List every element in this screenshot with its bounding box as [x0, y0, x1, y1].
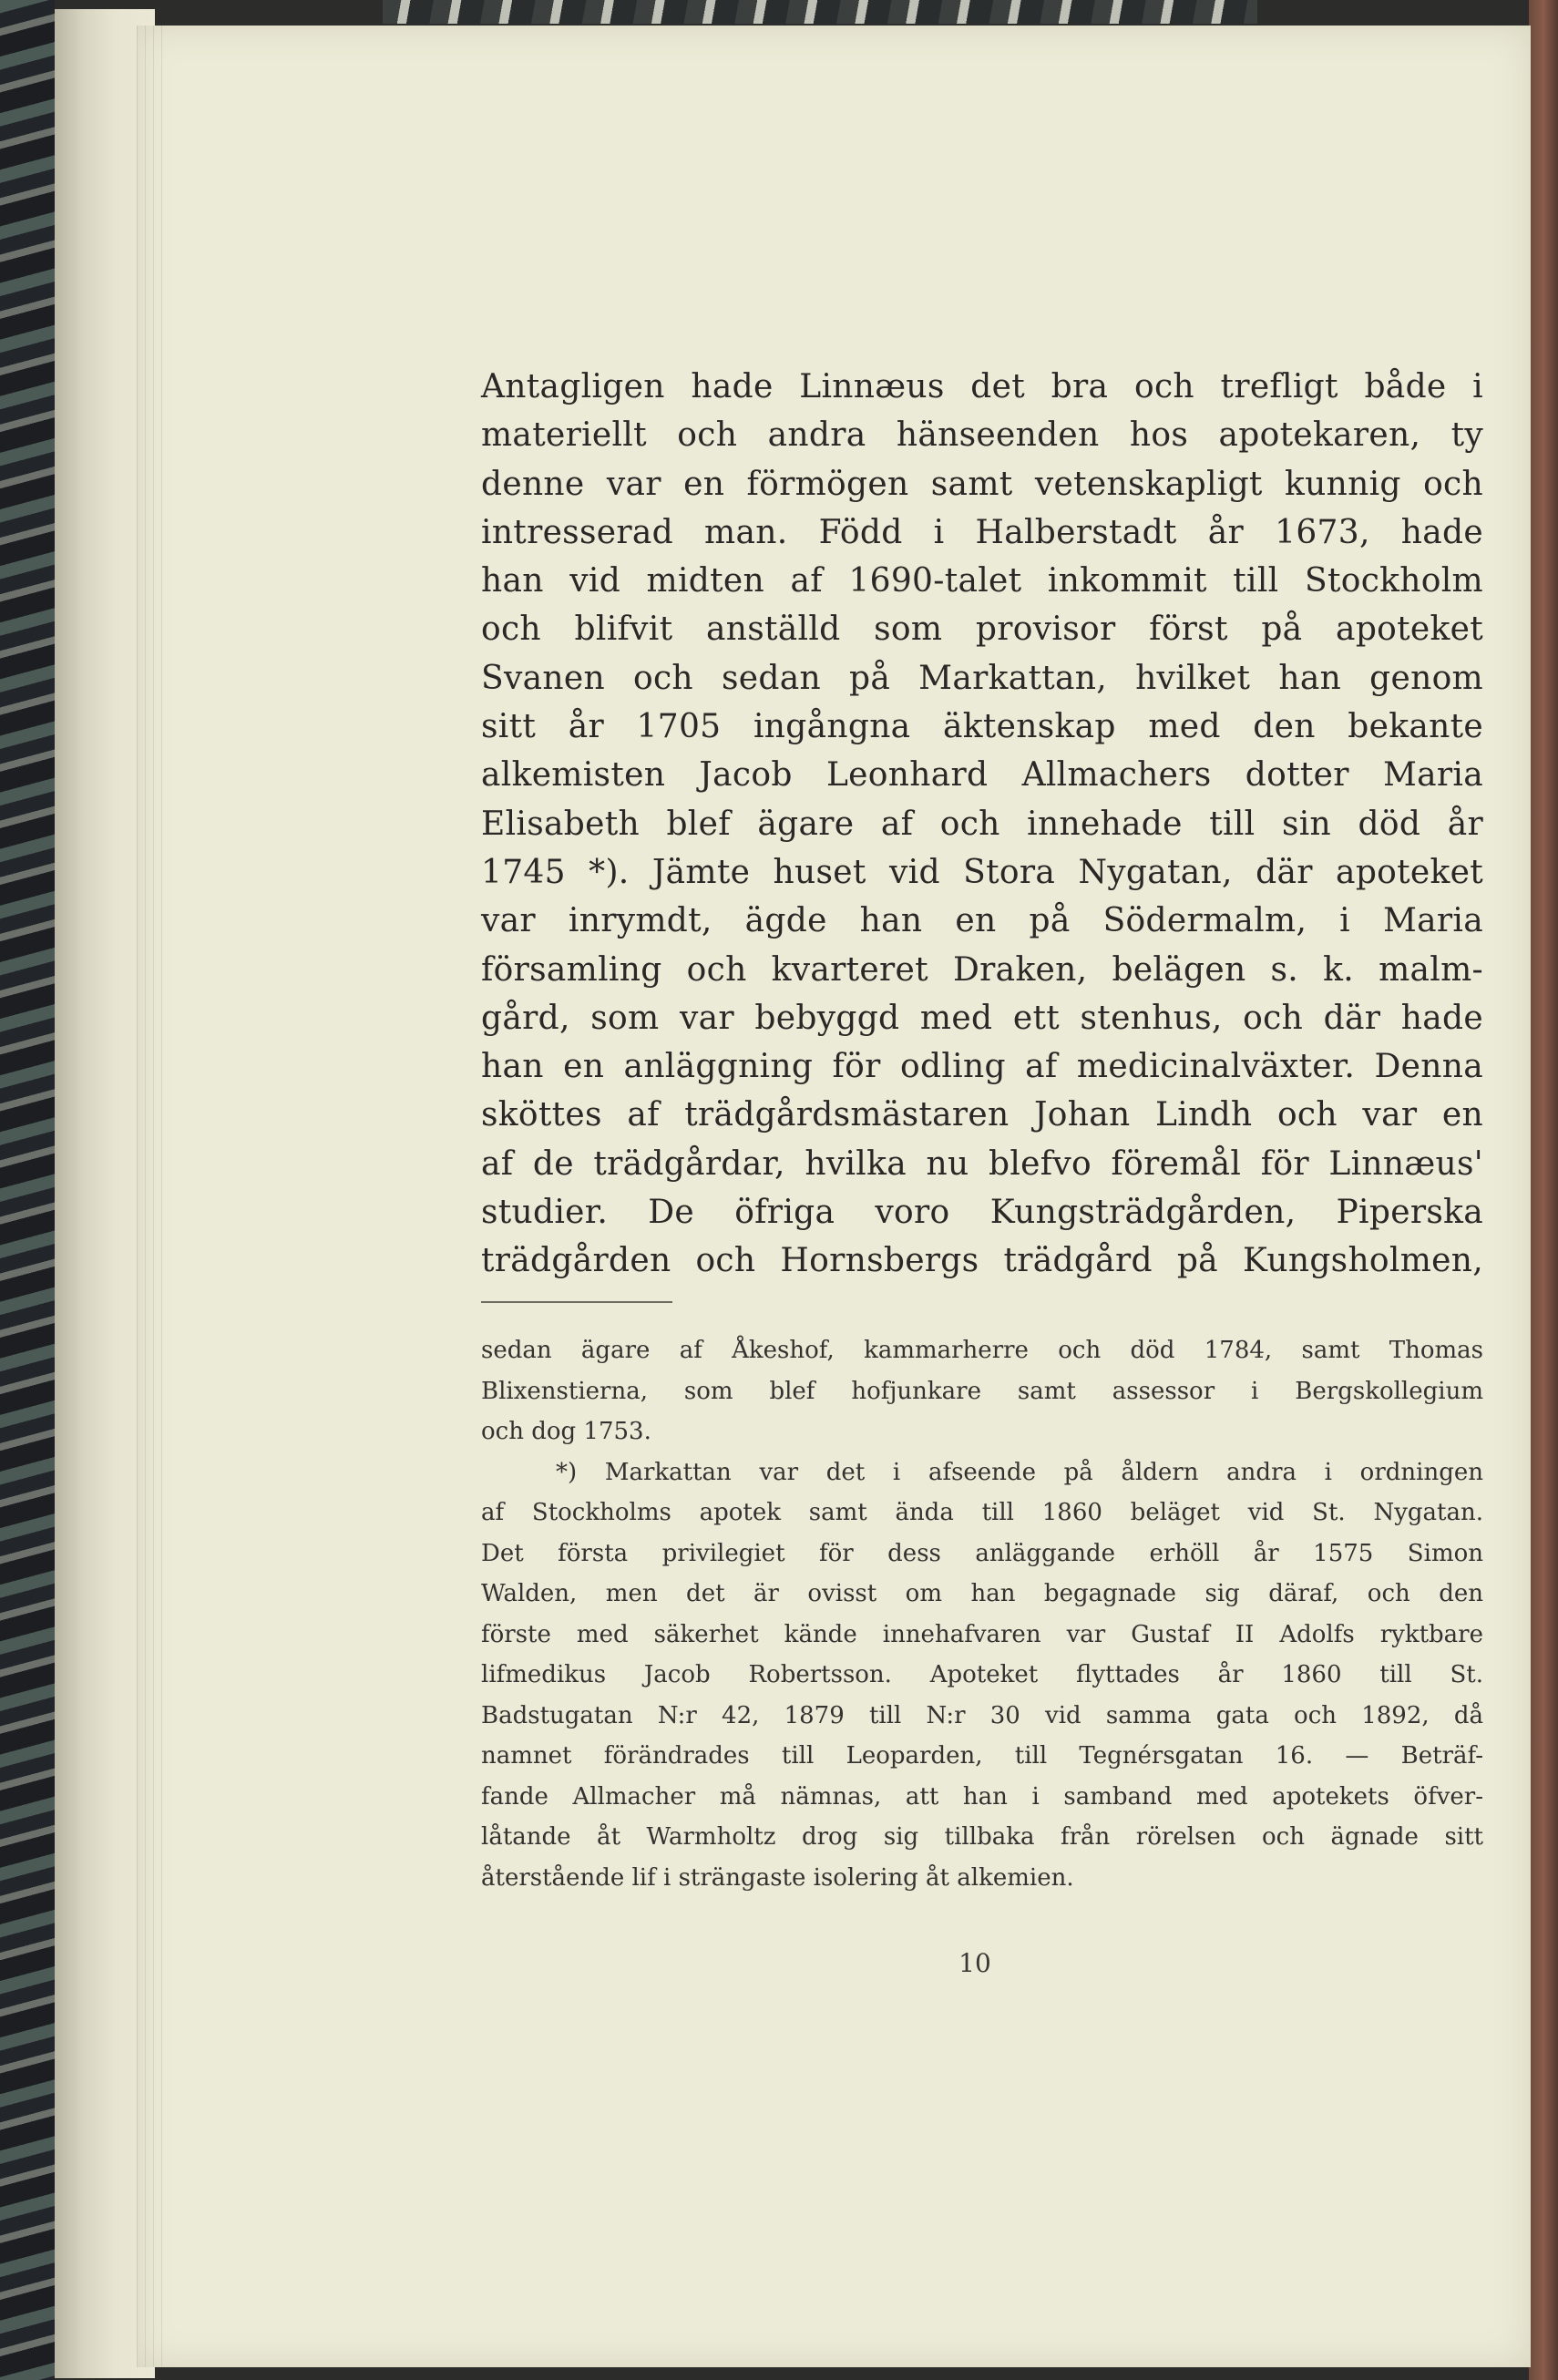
- body-line: gård, som var bebyggd med ett stenhus, och där hade: [481, 999, 1483, 1037]
- body-line: alkemisten Jacob Leonhard Allmachers dotter Maria: [481, 756, 1483, 795]
- footnote-continuation-line: sedan ägare af Åkeshof, kammarherre och död 1784, samt Thomas: [481, 1337, 1483, 1364]
- body-line: intresserad man. Född i Halberstadt år 1673, hade: [481, 513, 1483, 551]
- body-line: och blifvit anställd som provisor först på apoteket: [481, 610, 1483, 649]
- body-line: af de trädgårdar, hvilka nu blefvo föremål för Linnæus': [481, 1144, 1483, 1183]
- book-cover-edge: [1529, 0, 1558, 2380]
- footnote-line: *) Markattan var det i afseende på åldern andra i ordningen: [556, 1458, 1483, 1486]
- body-line: han en anläggning för odling af medicinalväxter. Denna: [481, 1048, 1483, 1086]
- footnotes: [481, 1330, 1483, 1898]
- body-line: sköttes af trädgårdsmästaren Johan Lindh och var en: [481, 1096, 1483, 1134]
- body-line: materiellt och andra hänseenden hos apotekaren, ty: [481, 416, 1483, 455]
- body-line: Elisabeth blef ägare af och innehade till sin död år: [481, 805, 1483, 843]
- footnote-line: Walden, men det är ovisst om han begagnade sig däraf, och den: [481, 1580, 1483, 1607]
- footnote-rule: [481, 1301, 672, 1303]
- body-line: var inrymdt, ägde han en på Södermalm, i Maria: [481, 902, 1483, 940]
- body-line: sitt år 1705 ingångna äktenskap med den bekante: [481, 708, 1483, 746]
- marbled-endpaper: [0, 0, 55, 2380]
- body-line: församling och kvarteret Draken, belägen s. k. malm-: [481, 950, 1483, 989]
- body-line: 1745 *). Jämte huset vid Stora Nygatan, där apoteket: [481, 853, 1483, 891]
- page-edges: [137, 26, 164, 2367]
- footnote-continuation-line: Blixenstierna, som blef hofjunkare samt assessor i Bergskollegium: [481, 1377, 1483, 1405]
- footnote-line: Badstugatan N:r 42, 1879 till N:r 30 vid samma gata och 1892, då: [481, 1701, 1483, 1729]
- footnote-line: återstående lif i strängaste isolering åt alkemien.: [481, 1863, 1074, 1892]
- footnote-line: af Stockholms apotek samt ända till 1860 beläget vid St. Nygatan.: [481, 1499, 1483, 1526]
- page-number: 10: [958, 1948, 991, 1978]
- body-line: Antagligen hade Linnæus det bra och trefligt både i: [481, 368, 1483, 405]
- footnote-line: lifmedikus Jacob Robertsson. Apoteket flyttades år 1860 till St.: [481, 1661, 1483, 1688]
- footnote-line: Det första privilegiet för dess anläggande erhöll år 1575 Simon: [481, 1539, 1483, 1567]
- body-text: [481, 363, 1483, 1286]
- body-line: studier. De öfriga voro Kungsträdgården, Piperska: [481, 1194, 1483, 1232]
- body-line: han vid midten af 1690-talet inkommit till Stockholm: [481, 562, 1483, 600]
- body-line: trädgården och Hornsbergs trädgård på Kungsholmen,: [481, 1242, 1483, 1280]
- footnote-line: förste med säkerhet kände innehafvaren var Gustaf II Adolfs ryktbare: [481, 1620, 1483, 1648]
- body-line: denne var en förmögen samt vetenskapligt kunnig och: [481, 465, 1483, 503]
- footnote-line: fande Allmacher må nämnas, att han i samband med apotekets öfver-: [481, 1782, 1483, 1811]
- marbled-endpaper-top: [383, 0, 1257, 24]
- body-line: Svanen och sedan på Markattan, hvilket han genom: [481, 659, 1483, 697]
- footnote-line: namnet förändrades till Leoparden, till Tegnérsgatan 16. — Beträf-: [481, 1742, 1483, 1770]
- footnote-continuation-line: och dog 1753.: [481, 1418, 651, 1445]
- footnote-line: låtande åt Warmholtz drog sig tillbaka från rörelsen och ägnade sitt: [481, 1823, 1483, 1851]
